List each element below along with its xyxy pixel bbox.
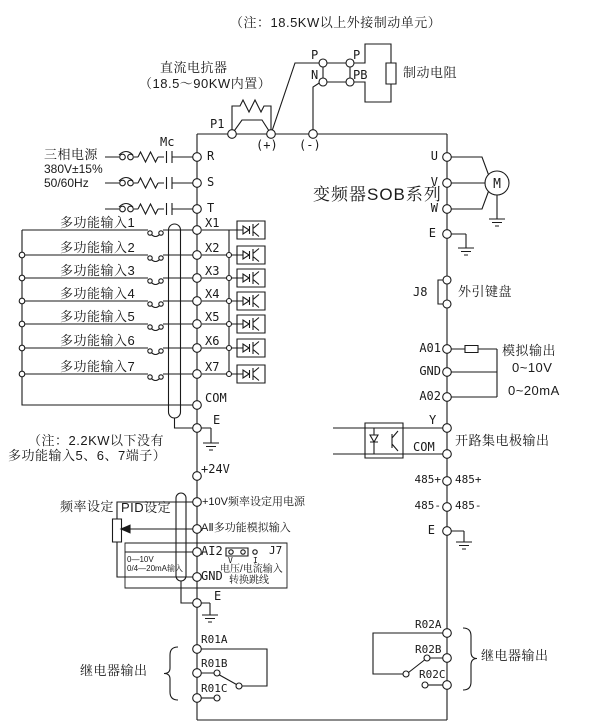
terminal-label-GND2: GND: [419, 364, 441, 378]
terminal-R02C: [443, 681, 452, 690]
terminal-label-S: S: [207, 175, 215, 189]
terminal-label-V: V: [430, 175, 438, 189]
terminal-COM2: [443, 450, 452, 459]
label-range-ma: 0/4—20mA输入: [127, 564, 184, 573]
terminal-label-AI1: AⅡ多功能模拟输入: [201, 522, 291, 534]
label-P1: P1: [210, 117, 225, 131]
inverter-title: 变频器SOB系列: [313, 185, 442, 204]
terminal-minus: [309, 130, 318, 139]
terminal-label-X2: X2: [205, 241, 220, 255]
terminal-R01C: [193, 694, 202, 703]
potentiometer-icon: [113, 519, 122, 542]
terminal-label-AI2: AI2: [201, 544, 223, 558]
terminal-label-GND1: GND: [201, 569, 223, 583]
label-485n-right: 485-: [455, 499, 482, 512]
label-Mc: Mc: [160, 135, 175, 149]
terminal-label-R02B: R02B: [415, 643, 442, 656]
terminal-X7: [193, 370, 202, 379]
terminal-label-X5: X5: [205, 310, 220, 324]
terminal-label-R01A: R01A: [201, 633, 228, 646]
label-keypad: 外引键盘: [458, 284, 513, 299]
terminal-AI2: [193, 548, 202, 557]
input-note-line2: 多功能输入5、6、7端子）: [8, 448, 167, 463]
brake-resistor-icon: [386, 63, 396, 84]
label-brake-N: N: [311, 68, 319, 82]
terminal-label-U: U: [430, 149, 438, 163]
label-brake-resistor: 制动电阻: [403, 65, 458, 80]
label-freq-set: 频率设定: [60, 499, 115, 514]
meter-icon: [465, 346, 478, 353]
dc-reactor-spec: （18.5～90KW内置）: [139, 76, 272, 91]
terminal-485p: [443, 477, 452, 486]
power-name: 三相电源: [44, 147, 99, 162]
input-label-1: 多功能输入1: [60, 215, 136, 230]
terminal-R02A: [443, 629, 452, 638]
terminal-label-A02: A02: [419, 389, 441, 403]
inverter-box: [197, 134, 447, 720]
terminal-X6: [193, 344, 202, 353]
terminal-W: [443, 205, 452, 214]
label-jumper-desc2: 转换跳线: [229, 575, 269, 586]
label-analog-range2: 0~20mA: [508, 383, 560, 398]
label-range-v: 0—10V: [127, 555, 154, 564]
terminal-plus: [267, 130, 276, 139]
terminal-X3: [193, 274, 202, 283]
terminal-485n: [443, 503, 452, 512]
input-label-5: 多功能输入5: [60, 309, 136, 324]
terminal-P1: [228, 130, 237, 139]
label-485p-left: 485+: [414, 473, 441, 486]
multi-input-circuit: [19, 221, 265, 409]
relay2-label: 继电器输出: [481, 648, 549, 663]
label-analog-out: 模拟输出: [502, 343, 557, 358]
terminal-label-E1: E: [213, 413, 221, 427]
terminal-label-X7: X7: [205, 360, 220, 374]
input-label-2: 多功能输入2: [60, 240, 136, 255]
analog-output-circuit: [443, 345, 497, 402]
terminal-label-W: W: [430, 201, 438, 215]
terminal-R01A: [193, 645, 202, 654]
label-analog-range1: 0~10V: [512, 360, 553, 375]
input-label-7: 多功能输入7: [60, 359, 136, 374]
terminal-X4: [193, 297, 202, 306]
keypad-connector: [438, 276, 451, 308]
note-top: （注：18.5KW以上外接制动单元）: [230, 15, 442, 30]
dc-reactor-circuit: [232, 100, 271, 134]
terminal-label-X1: X1: [205, 216, 220, 230]
terminal-R01B: [193, 669, 202, 678]
label-J7: J7: [269, 544, 283, 557]
terminal-label-24V: +24V: [201, 462, 230, 476]
terminal-Y: [443, 424, 452, 433]
input-label-6: 多功能输入6: [60, 333, 136, 348]
terminal-X5: [193, 320, 202, 329]
terminal-label-10V: +10V频率设定用电源: [202, 496, 305, 508]
label-brake-PB: PB: [353, 68, 368, 82]
label-485p-right: 485+: [455, 473, 482, 486]
terminal-label-A01: A01: [419, 341, 441, 355]
terminal-AI1: [193, 525, 202, 534]
dc-reactor-name: 直流电抗器: [160, 60, 228, 75]
label-J8: J8: [413, 285, 428, 299]
motor-label: M: [493, 177, 501, 192]
power-voltage: 380V±15%: [44, 162, 103, 176]
input-label-4: 多功能输入4: [60, 286, 136, 301]
input-label-3: 多功能输入3: [60, 263, 136, 278]
terminal-label-R02A: R02A: [415, 618, 442, 631]
input-note-line1: （注：2.2KW以下没有: [28, 433, 165, 448]
terminal-X2: [193, 251, 202, 260]
brake-unit-circuit: [271, 44, 396, 134]
terminal-S: [193, 179, 202, 188]
brace-left: [164, 647, 178, 700]
terminal-label-R02C: R02C: [419, 668, 446, 681]
label-jumper-I: I: [253, 556, 258, 565]
power-input-circuit: [105, 151, 201, 215]
relay1-label: 继电器输出: [80, 663, 148, 678]
terminal-label-X4: X4: [205, 287, 220, 301]
terminal-label-T: T: [207, 201, 215, 215]
label-pid-set: PID设定: [121, 500, 172, 515]
terminal-label-COM: COM: [205, 391, 227, 405]
terminal-label-X6: X6: [205, 334, 220, 348]
terminal-10V: [193, 498, 202, 507]
wiper-arrow-icon: [121, 525, 130, 533]
terminal-R02B: [443, 654, 452, 663]
label-brake-P-right: P: [353, 48, 361, 62]
terminal-label-X3: X3: [205, 264, 220, 278]
label-plus: (+): [256, 138, 278, 152]
terminal-label-R01C: R01C: [201, 682, 228, 695]
terminal-label-R: R: [207, 149, 215, 163]
terminal-label-R01B: R01B: [201, 657, 228, 670]
terminal-E3: [443, 230, 452, 239]
terminal-label-Y: Y: [429, 413, 437, 427]
brace-right: [463, 628, 477, 690]
label-jumper-V: V: [228, 556, 233, 565]
terminal-label-E4: E: [427, 523, 435, 537]
terminal-R: [193, 153, 202, 162]
terminal-U: [443, 153, 452, 162]
label-485n-left: 485-: [414, 499, 441, 512]
terminal-E2: [193, 599, 202, 608]
label-minus: (-): [299, 138, 321, 152]
label-jumper-desc1: 电压/电流输入: [220, 564, 283, 575]
label-open-collector: 开路集电极输出: [455, 433, 550, 448]
label-brake-P-left: P: [311, 48, 319, 62]
terminal-T: [193, 205, 202, 214]
terminal-GND2: [443, 368, 452, 377]
terminal-label-E3: E: [428, 226, 436, 240]
power-frequency: 50/60Hz: [44, 176, 89, 190]
terminal-A02: [443, 393, 452, 402]
terminal-X1: [193, 226, 202, 235]
terminal-COM: [193, 401, 202, 410]
terminal-E4: [443, 527, 452, 536]
terminal-24V: [193, 472, 202, 481]
terminal-E1: [193, 424, 202, 433]
terminal-GND1: [193, 573, 202, 582]
terminal-V: [443, 179, 452, 188]
terminal-A01: [443, 345, 452, 354]
terminal-label-E2: E: [214, 589, 222, 603]
terminal-label-COM2: COM: [413, 440, 435, 454]
